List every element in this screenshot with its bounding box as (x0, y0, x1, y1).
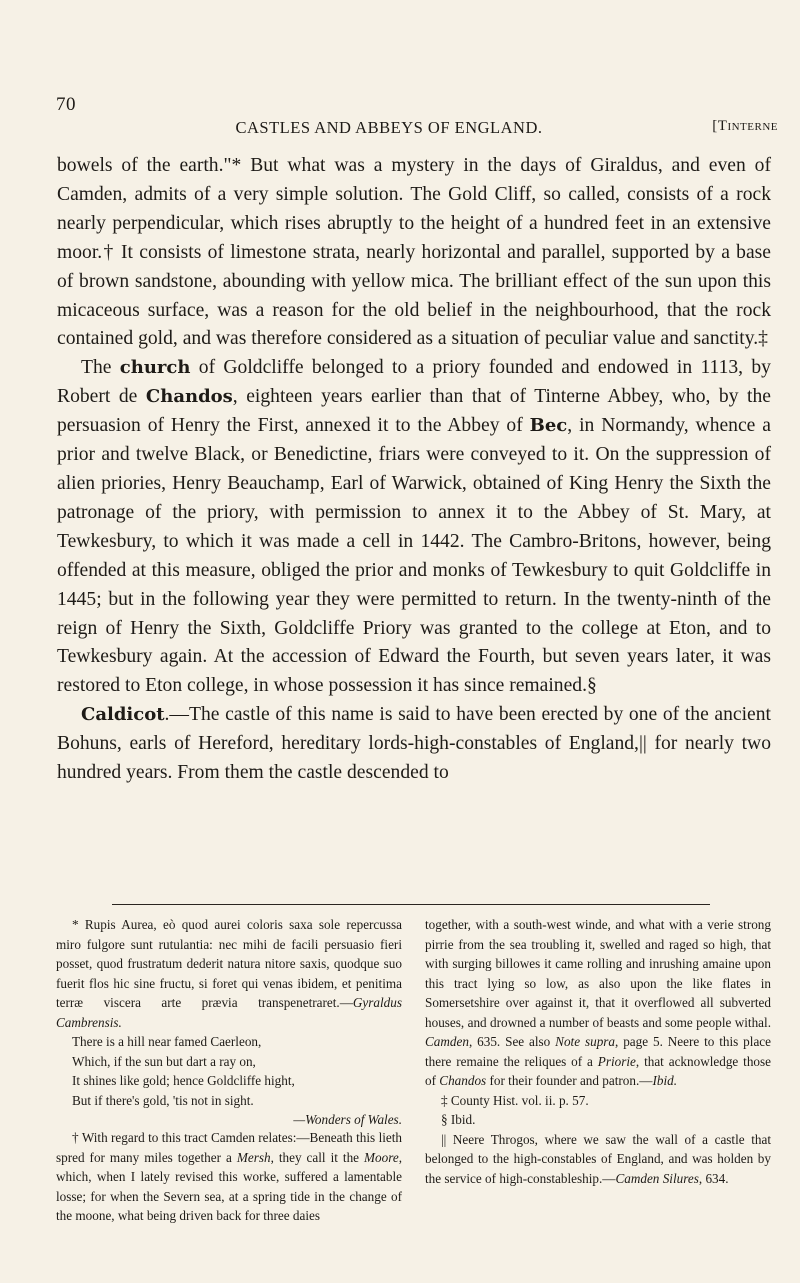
blackletter-bec: Bec (529, 415, 568, 437)
footnote-dagger: † With regard to this tract Camden relates:—Beneath this lieth spred for many miles together a Mersh, they call it the Moore, which, when I lately revised this worke, suffered a lamentable losse; for when the Severn sea, at a spring tide in the change of the moone, what being driven back for three daies (56, 1130, 403, 1223)
paragraph: Caldicot.—The castle of this name is said to have been erected by one of the ancient Bohuns, earls of Hereford, hereditary lords-high-constables of England,|| for nearly two hundred years. From them the castle descended to (57, 704, 771, 784)
footnote-verse: There is a hill near famed Caerleon, Which, if the sun but dart a ray on, It shines like gold; hence Goldcliffe hight, But if there's gold, 'tis not in sight. (72, 1034, 295, 1108)
footnote: § Ibid. (441, 1112, 476, 1127)
footnote: || Neere Throgos, where we saw the wall of a castle that belonged to the high-constables of England, and was holden by the service of high-constableship.—Camden Silures, 634. (425, 1131, 771, 1186)
running-section: [Tinterne (712, 118, 778, 134)
running-header (56, 94, 778, 144)
paragraph: The church of Goldcliffe belonged to a priory founded and endowed in 1113, by Robert de Chandos, eighteen years earlier than that of Tinterne Abbey, who, by the persuasion of Henry the First, annexed it to the Abbey of Bec, in Normandy, whence a prior and twelve Black, or Benedictine, friars were conveyed to it. On the suppression of alien priories, Henry Beauchamp, Earl of Warwick, obtained of King Henry the Sixth the patronage of the priory, with permission to annex it to the Abbey of St. Mary, at Tewkesbury, to which it was made a cell in 1442. The Cambro-Britons, however, being offended at this measure, obliged the prior and monks of Tewkesbury to quit Goldcliffe in 1445; but in the following year they were permitted to return. In the twenty-ninth of the reign of Henry the Sixth, Goldcliffe Priory was granted to the college at Eton, and to Tewkesbury again. At the accession of Edward the Fourth, but seven years later, it was restored to Eton college, in whose possession it has since remained.§ (57, 357, 771, 697)
footnotes-left-column (56, 915, 402, 1130)
blackletter-caldicot: Caldicot (81, 704, 165, 726)
running-title: CASTLES AND ABBEYS OF ENGLAND. (235, 118, 543, 137)
page-number: 70 (56, 94, 76, 115)
footnote: * Rupis Aurea, eò quod aurei coloris saxa sole repercussa miro fulgore sunt rutulantia: nec mihi de facili persuasio fieri posset, quod frustratum dederit natura nitore saxis, quodque suo fuerit flos hic sine fructu, si foret qui venas ibidem, et penitima terræ viscera arte prævia transpenetraret.—Gyraldus Cambrensis. (56, 917, 402, 1030)
blackletter-church: church (119, 357, 191, 379)
footnote: ‡ County Hist. vol. ii. p. 57. (441, 1092, 589, 1108)
footnote-rule (112, 904, 710, 905)
footnotes-right-column (425, 915, 771, 1188)
footnote-continued: together, with a south-west winde, and what with a verie strong pirrie from the sea troubling it, swelled and raged so high, that with surging billowes it came rolling and inrushing amaine upon this tract lying so low, as also upon the like flates in Somersetshire over against it, that it overflowed all subverted houses, and drowned a number of beasts and some people withal. Camden, 635. See also Note supra, page 5. Neere to this place there remaine the reliques of a Priorie, that acknowledge those of Chandos for their founder and patron.—Ibid. (425, 917, 772, 1088)
blackletter-chandos: Chandos (145, 386, 233, 408)
paragraph: bowels of the earth."* But what was a mystery in the days of Giraldus, and even of Camden, admits of a very simple solution. The Gold Cliff, so called, consists of a rock nearly perpendicular, which rises abruptly to the height of a hundred feet in an extensive moor.† It consists of limestone strata, nearly horizontal and parallel, supported by a base of brown sandstone, abounding with yellow mica. The brilliant effect of the sun upon this micaceous surface, was a reason for the old belief in the neighbourhood, that the rock contained gold, and was therefore considered as a situation of peculiar value and sanctity.‡ (57, 155, 771, 350)
main-text (57, 152, 771, 788)
verse-attribution: —Wonders of Wales. (293, 1112, 402, 1127)
